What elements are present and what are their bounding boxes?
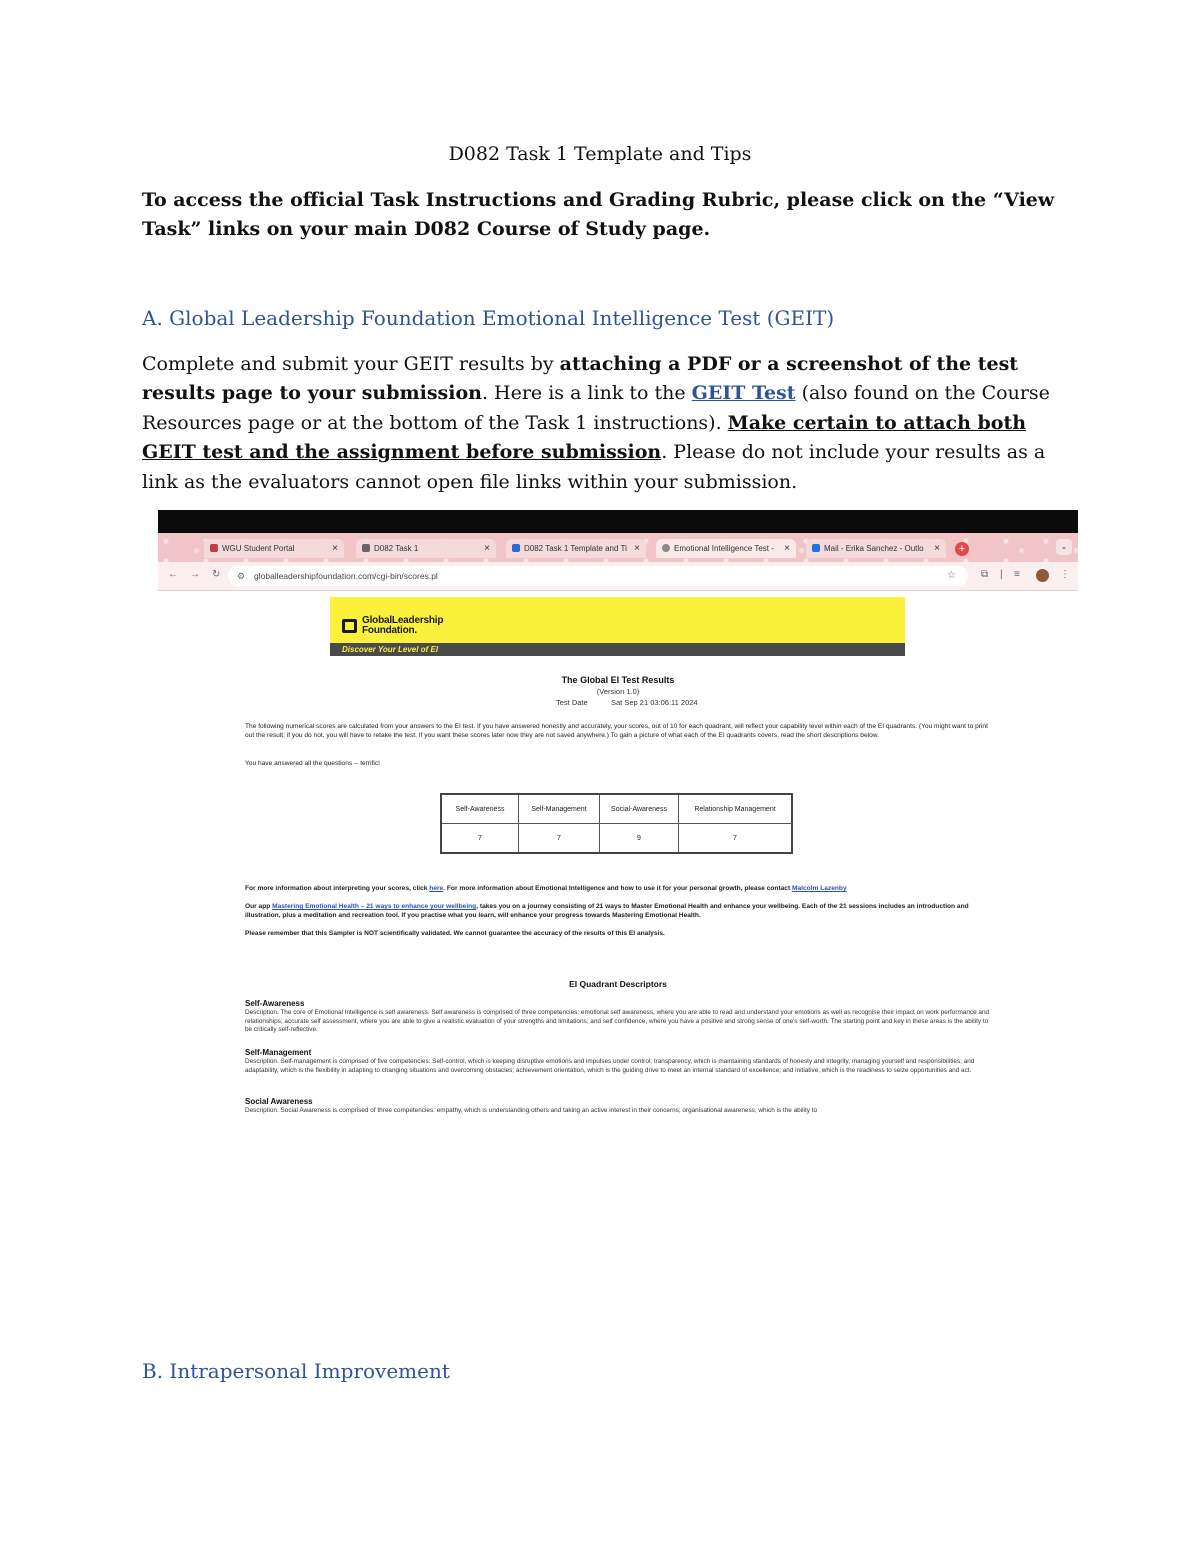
menu-kebab-icon[interactable]: ⋮: [1060, 569, 1070, 580]
para-bold-1: attaching a PDF or a screenshot of the test results page to your submission: [142, 353, 1019, 405]
para-text-2: . Here is a link to the: [481, 382, 692, 405]
browser-tab[interactable]: [204, 539, 344, 558]
glf-banner: [330, 597, 905, 656]
browser-address-bar: [158, 562, 1078, 591]
app-promo-part1: Our app: [245, 903, 273, 910]
score-header: Relationship Management: [679, 794, 793, 824]
tab-search-button[interactable]: ⌄: [1056, 539, 1072, 555]
descriptor-text: Description. Social Awareness is comprised of three competencies: empathy, which is understanding others and taking an active interest in their concerns; organisational awareness, which is the ability to: [245, 1107, 818, 1114]
intro-paragraph: To access the official Task Instructions and Grading Rubric, please click on the “View Task” links on your main D082 Course of Study page.: [142, 189, 1055, 240]
bookmark-star-icon[interactable]: ☆: [947, 570, 956, 581]
score-value: 9: [600, 824, 679, 854]
score-value: 7: [441, 824, 519, 854]
reload-icon[interactable]: ↻: [212, 569, 221, 580]
close-icon[interactable]: ×: [332, 543, 338, 554]
section-a-paragraph: [142, 350, 1062, 497]
divider-icon: |: [1000, 569, 1003, 580]
results-title: The Global EI Test Results: [561, 675, 675, 685]
tab-favicon-icon: [210, 544, 218, 552]
reading-list-icon[interactable]: ≡: [1014, 569, 1020, 580]
back-icon[interactable]: ←: [168, 569, 178, 580]
browser-tab[interactable]: [356, 539, 496, 558]
browser-tab-label: D082 Task 1: [374, 544, 419, 553]
geit-results-screenshot: [158, 510, 1078, 1120]
more-info-part1: For more information about interpreting your scores, click: [245, 885, 430, 892]
section-b-heading: B. Intrapersonal Improvement: [142, 1359, 450, 1383]
banner-tagline: Discover Your Level of EI: [330, 643, 905, 656]
geit-test-link[interactable]: GEIT Test: [691, 382, 796, 405]
descriptor-heading: Self-Management: [245, 1048, 312, 1057]
browser-tab-label: D082 Task 1 Template and Ti: [524, 544, 627, 553]
app-promo-text: [245, 902, 1005, 921]
results-date-value: Sat Sep 21 03:06:11 2024: [611, 698, 698, 707]
section-a-heading: A. Global Leadership Foundation Emotional Intelligence Test (GEIT): [142, 306, 835, 330]
para-text-4: . Please do not include your results as a link as the evaluators cannot open file links within your submission.: [142, 441, 1046, 493]
browser-tab[interactable]: [506, 539, 646, 558]
screen-topbar: [158, 510, 1078, 533]
forward-icon[interactable]: →: [190, 569, 200, 580]
more-info-text: [245, 884, 1005, 893]
browser-tab-active[interactable]: [656, 539, 796, 558]
scores-table: [440, 793, 793, 854]
url-text: globalleadershipfoundation.com/cgi-bin/scores.pl: [254, 571, 438, 581]
para-underline: Make certain to attach both GEIT test and the assignment before submission: [142, 411, 1027, 464]
more-info-part2: . For more information about Emotional Intelligence and how to use it for your personal growth, please contact: [443, 885, 793, 892]
extensions-icon[interactable]: ⧉: [981, 569, 989, 580]
app-link[interactable]: Mastering Emotional Health – 21 ways to enhance your wellbeing: [272, 903, 477, 910]
score-value: 7: [679, 824, 793, 854]
score-value: 7: [519, 824, 600, 854]
close-icon[interactable]: ×: [484, 543, 490, 554]
tab-favicon-icon: [512, 544, 520, 552]
here-link[interactable]: here: [429, 885, 444, 892]
descriptors-title: EI Quadrant Descriptors: [569, 979, 667, 989]
glf-logo-icon: [342, 619, 357, 633]
avatar[interactable]: [1036, 569, 1049, 582]
close-icon[interactable]: ×: [784, 543, 790, 554]
app-promo-part2: , takes you on a journey consisting of 21 ways to Master Emotional Health and enhance your wellbeing. Each of the 21 sessions includes an introduction and illustration, plus a meditation and recreation tool. If you practise what you learn, will enhance your progress towards Mastering Emotional Health.: [245, 903, 969, 920]
glf-logo-text: [362, 616, 443, 636]
close-icon[interactable]: ×: [934, 543, 940, 554]
descriptor-text: Description. The core of Emotional Intelligence is self awareness. Self awareness is comprised of three competencies: emotional self awareness, where you are able to read and understand your emotions as well as recognise their impact on work performance and relationships; accurate self assessment, where you are able to give a realistic evaluation of your strengths and limitations; and self confidence, where you have a positive and strong sense of one's self-worth. The starting point and key in these areas is the ability to be critically self-reflective.: [245, 1009, 990, 1034]
scores-header-row: [441, 794, 792, 824]
site-info-icon[interactable]: ⚙: [237, 571, 246, 581]
glf-logo-line1: GlobalLeadership: [362, 615, 444, 626]
doc-title: D082 Task 1 Template and Tips: [448, 143, 752, 165]
browser-tabstrip: [158, 533, 1078, 562]
disclaimer-text: Please remember that this Sampler is NOT scientifically validated. We cannot guarantee the accuracy of the results of this EI analysis.: [245, 930, 665, 937]
glf-logo-line2: Foundation.: [362, 625, 418, 636]
browser-tab-label: Mail - Erika Sanchez - Outlo: [824, 544, 924, 553]
close-icon[interactable]: ×: [634, 543, 640, 554]
browser-tab-label: WGU Student Portal: [222, 544, 295, 553]
descriptor-heading: Self-Awareness: [245, 999, 305, 1008]
descriptor-heading: Social Awareness: [245, 1097, 313, 1106]
new-tab-button[interactable]: +: [955, 542, 969, 556]
scores-value-row: [441, 824, 792, 854]
results-intro-text: The following numerical scores are calculated from your answers to the EI test. If you have answered honestly and accurately, your scores, out of 10 for each quadrant, will reflect your capability level within each of the EI quadrants. (You might want to print out the result; if you do not, you will have to retake the test. If you want these scores later now they are not saved anywhere.) To gain a picture of what each of the EI quadrants covers, read the short descriptions below.: [245, 723, 988, 740]
results-answered-text: You have answered all the questions -- terrific!: [245, 760, 381, 767]
descriptor-text: Description. Self-management is comprised of five competencies: Self-control, which is keeping disruptive emotions and impulses under control; transparency, which is maintaining standards of honesty and integrity, managing yourself and responsibilities; and adaptability, which is the flexibility in adapting to changing situations and overcoming obstacles; achievement orientation, which is the guiding drive to meet an internal standard of excellence; and initiative, which is the readiness to seize opportunities and act.: [245, 1058, 975, 1074]
score-header: Self-Management: [519, 794, 600, 824]
score-header: Self-Awareness: [441, 794, 519, 824]
url-input[interactable]: [228, 566, 968, 586]
score-header: Social-Awareness: [600, 794, 679, 824]
results-date-label: Test Date: [556, 698, 588, 707]
tab-favicon-icon: [812, 544, 820, 552]
tab-favicon-icon: [362, 544, 370, 552]
contact-link[interactable]: Malcolm Lazenby: [792, 885, 847, 892]
browser-tab-label: Emotional Intelligence Test -: [674, 544, 774, 553]
browser-tab[interactable]: [806, 539, 946, 558]
para-text-1: Complete and submit your GEIT results by: [142, 353, 560, 375]
tab-favicon-icon: [662, 544, 670, 552]
results-version: (Version 1.0): [596, 687, 640, 696]
para-text-3: (also found on the Course Resources page or at the bottom of the Task 1 instructions).: [142, 382, 1050, 434]
